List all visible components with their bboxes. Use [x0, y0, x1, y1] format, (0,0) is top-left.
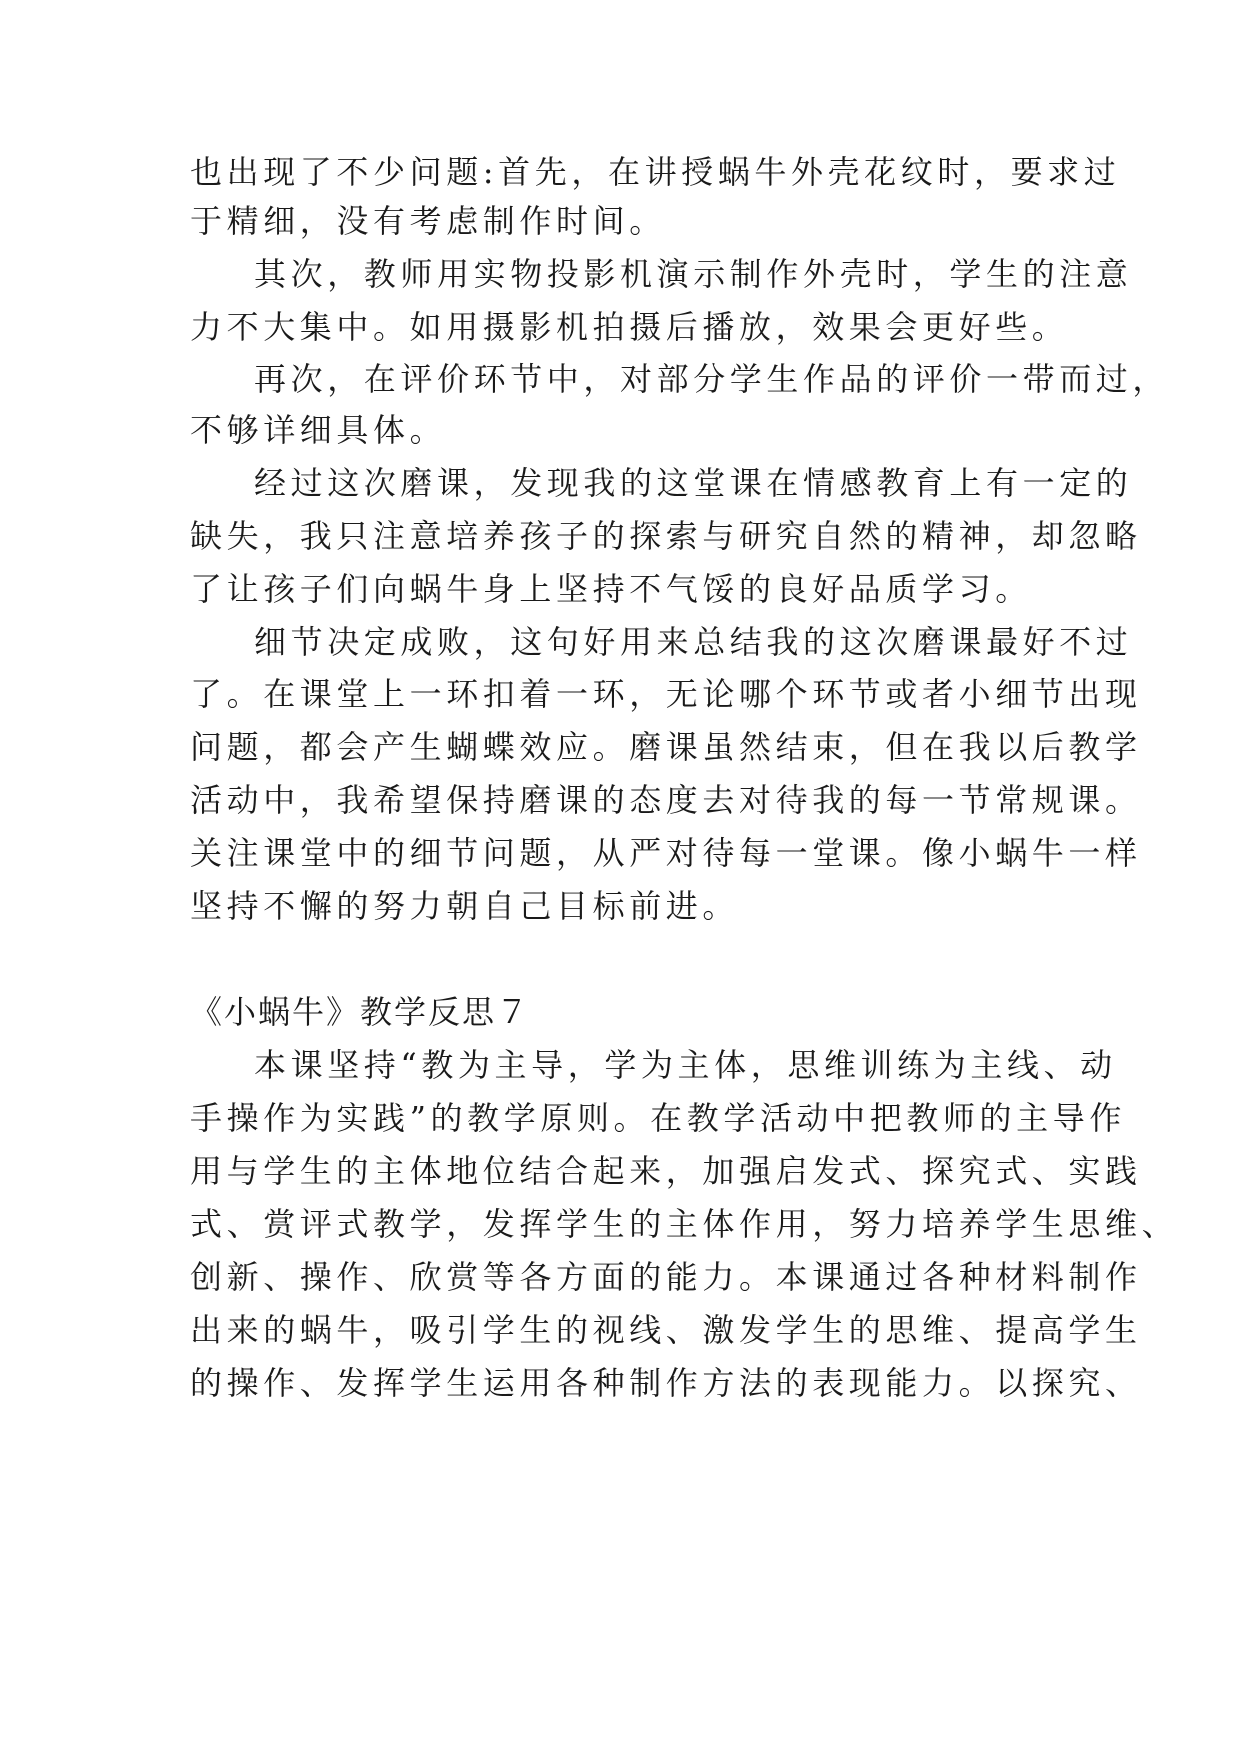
text-line: 活动中，我希望保持磨课的态度去对待我的每一节常规课。 — [190, 781, 1142, 819]
text-line: 出来的蜗牛，吸引学生的视线、激发学生的思维、提高学生 — [190, 1311, 1142, 1349]
section-title: 《小蜗牛》教学反思７ — [190, 993, 531, 1031]
text-line: 式、赏评式教学，发挥学生的主体作用，努力培养学生思维、 — [190, 1205, 1179, 1243]
text-line: 坚持不懈的努力朝自己目标前进。 — [190, 887, 740, 925]
text-line: 力不大集中。如用摄影机拍摄后播放，效果会更好些。 — [190, 308, 1069, 346]
text-line: 了。在课堂上一环扣着一环，无论哪个环节或者小细节出现 — [190, 675, 1142, 713]
text-line: 问题，都会产生蝴蝶效应。磨课虽然结束，但在我以后教学 — [190, 728, 1142, 766]
text-line: 用与学生的主体地位结合起来，加强启发式、探究式、实践 — [190, 1152, 1142, 1190]
text-line: 不够详细具体。 — [190, 411, 447, 449]
text-line: 缺失，我只注意培养孩子的探索与研究自然的精神，却忽略 — [190, 517, 1142, 555]
text-line: 于精细，没有考虑制作时间。 — [190, 202, 666, 240]
text-line: 本课坚持“教为主导，学为主体，思维训练为主线、动 — [254, 1046, 1117, 1084]
text-line: 再次，在评价环节中，对部分学生作品的评价一带而过， — [254, 360, 1170, 398]
text-line: 关注课堂中的细节问题，从严对待每一堂课。像小蜗牛一样 — [190, 834, 1142, 872]
text-line: 了让孩子们向蜗牛身上坚持不气馁的良好品质学习。 — [190, 570, 1032, 608]
text-line: 细节决定成败，这句好用来总结我的这次磨课最好不过 — [254, 623, 1133, 661]
text-line: 的操作、发挥学生运用各种制作方法的表现能力。以探究、 — [190, 1364, 1142, 1402]
text-line: 手操作为实践”的教学原则。在教学活动中把教师的主导作 — [190, 1099, 1126, 1137]
text-line: 经过这次磨课，发现我的这堂课在情感教育上有一定的 — [254, 464, 1133, 502]
text-line: 创新、操作、欣赏等各方面的能力。本课通过各种材料制作 — [190, 1258, 1142, 1296]
text-line: 其次，教师用实物投影机演示制作外壳时，学生的注意 — [254, 255, 1133, 293]
text-line: 也出现了不少问题:首先，在讲授蜗牛外壳花纹时，要求过 — [190, 153, 1121, 191]
